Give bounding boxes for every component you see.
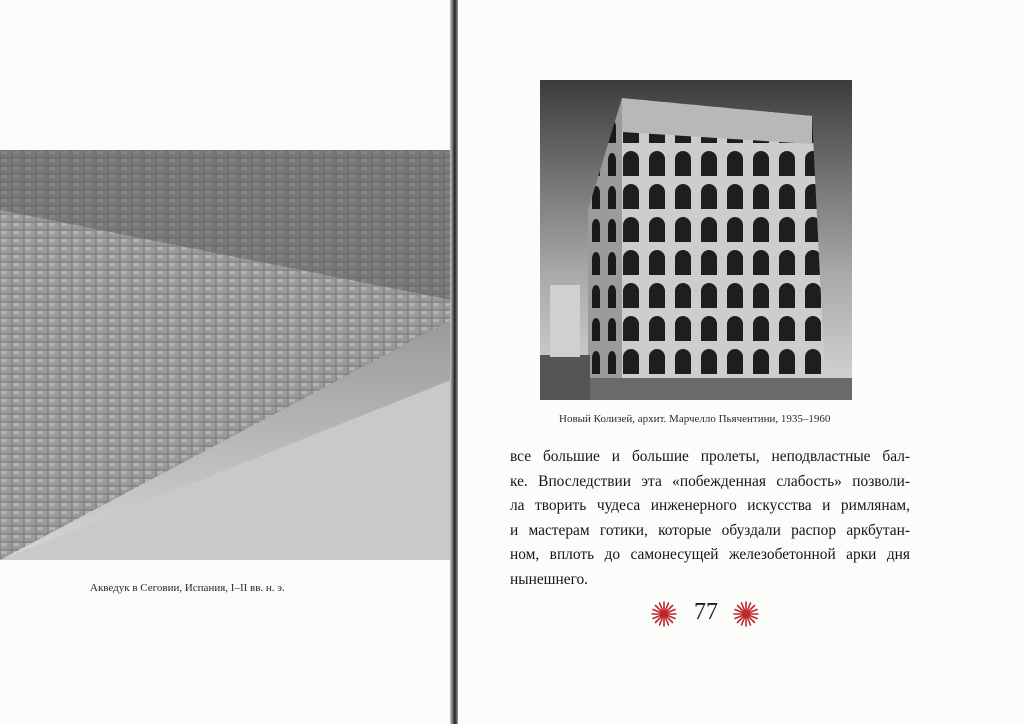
body-paragraph: [510, 445, 910, 592]
text-line: ке. Впоследствии эта «побежденная слабость» позволи-: [510, 472, 910, 490]
new-colosseum-photo: [540, 80, 852, 400]
text-line: ном, вплоть до самонесущей железобетонной арки дня: [510, 546, 910, 563]
page-number: 77: [694, 599, 718, 625]
aqueduct-caption: Акведук в Сеговии, Испания, I–II вв. н. э.: [90, 582, 285, 594]
star-ornament-icon: [650, 600, 678, 628]
text-line: ла творить чудеса инженерного искусства и римлянам,: [510, 497, 910, 514]
text-line: нынешнего.: [510, 570, 589, 588]
colosseum-illustration: [540, 80, 852, 400]
text-line: и мастерам готики, которые обуздали распор аркбутан-: [510, 521, 910, 539]
aqueduct-illustration: [0, 150, 451, 560]
text-line: все большие и большие пролеты, неподвластные бал-: [510, 448, 910, 465]
colosseum-caption: Новый Колизей, архит. Марчелло Пьячентини, 1935–1960: [559, 413, 831, 425]
book-spine: [450, 0, 458, 724]
aqueduct-photo: [0, 150, 451, 560]
star-ornament-icon: [732, 600, 760, 628]
left-page: [0, 0, 450, 724]
page-number-block: [646, 597, 766, 631]
